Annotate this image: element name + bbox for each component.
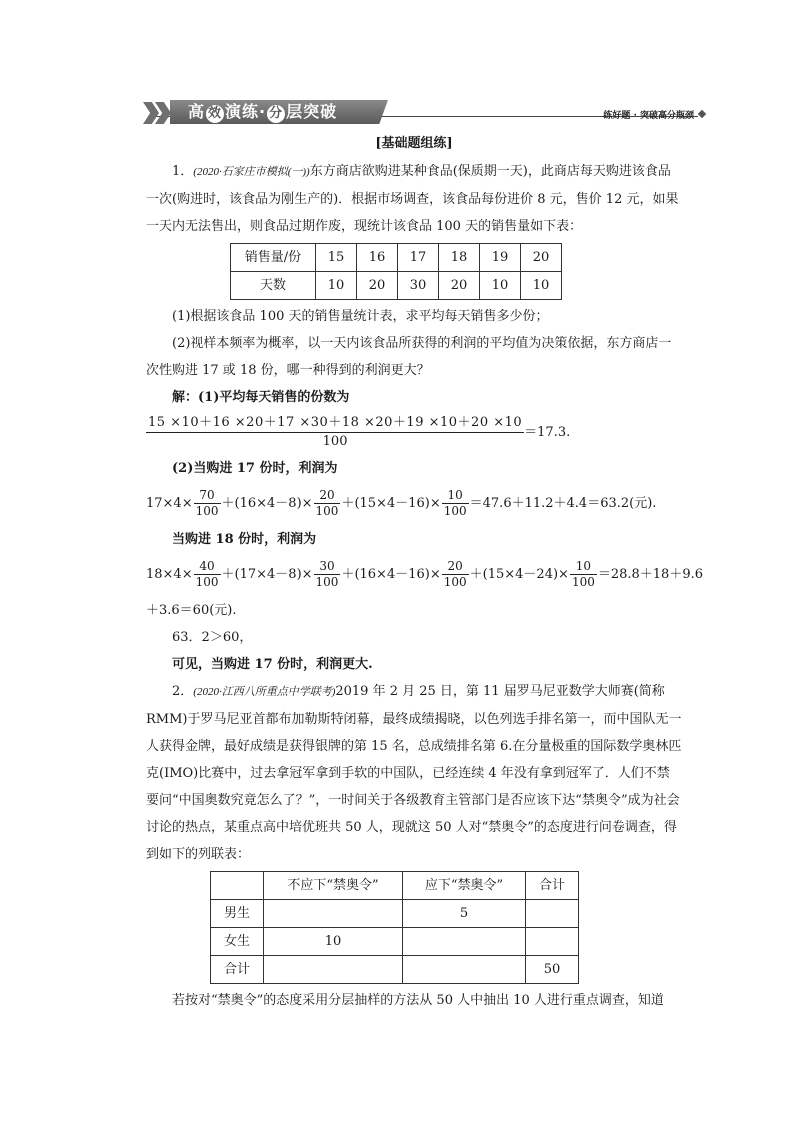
table-row: 女生 10	[211, 928, 579, 956]
average-formula: $\frac{15 \times 10+16 \times 20+17 \times 30+18 \times 20+19 \times 10+20 \times 10}{100}$ ＝17.3.	[148, 415, 571, 449]
q2-source: (2020·江西八所重点中学联考)	[193, 686, 336, 698]
sales-table	[230, 243, 562, 300]
profit-17-formula: 17×4× $\frac{70}{100}$ ＋(16×4－8)× $\frac{20}{100}$ ＋(15×4－16)× $\frac{10}{100}$ ＝47.6＋11.2＋4.4＝63.2(元).	[146, 488, 657, 518]
table-row: 男生 5	[211, 900, 579, 928]
profit-18-formula: 18×4× $\frac{40}{100}$ ＋(17×4－8)× $\frac{30}{100}$ ＋(16×4－16)× $\frac{20}{100}$ ＋(15×4－24)× $\frac{10}{100}$ ＝28.8＋18＋9.6	[146, 559, 704, 589]
conclusion-line: 可见，当购进 17 份时，利润更大.	[172, 657, 373, 672]
chevron-icon	[143, 102, 159, 124]
q2-continuation: 若按对“禁奥令”的态度采用分层抽样的方法从 50 人中抽出 10 人进行重点调查，知道	[172, 993, 664, 1008]
q1-stem: 1．(2020·石家庄市模拟(一))东方商店欲购进某种食品(保质期一天)，此商店每天购进该食品一次(购进时，该食品为刚生产的)．根据市场调查，该食品每份进价 8 元，售价 12 元，如果一天内无法售出，则食品过期作废，现统计该食品 100 天的销售量如下表：	[146, 164, 679, 234]
contingency-table	[210, 871, 579, 984]
document-body	[146, 130, 704, 1014]
diamond-icon	[698, 110, 706, 118]
q1-source: (2020·石家庄市模拟(一))	[193, 166, 310, 178]
banner-title: 高 效 演练· 分 层突破	[188, 102, 338, 121]
table-row: 不应下“禁奥令” 应下“禁奥令” 合计	[211, 872, 579, 900]
solution-line: (2)当购进 17 份时，利润为	[172, 461, 338, 476]
table-row: 合计 50	[211, 956, 579, 984]
page-header	[0, 0, 794, 130]
section-title: [基础题组练]	[375, 136, 453, 151]
header-slogan: 练好题 · 突破高分瓶颈	[603, 111, 694, 121]
comparison-line: 63．2＞60，	[172, 630, 253, 645]
table-row: 销售量/份 15 16 17 18 19 20	[231, 244, 562, 272]
table-row: 天数 10 20 30 20 10 10	[231, 272, 562, 300]
solution-line: 解：(1)平均每天销售的份数为	[172, 390, 350, 405]
solution-line: 当购进 18 份时，利润为	[172, 532, 317, 547]
formula-continuation: ＋3.6＝60(元).	[146, 603, 237, 618]
q1-sub1: (1)根据该食品 100 天的销售量统计表，求平均每天销售多少份；	[172, 309, 549, 324]
q1-sub2: (2)视样本频率为概率，以一天内该食品所获得的利润的平均值为决策依据，东方商店一次性购进 17 或 18 份，哪一种得到的利润更大？	[146, 336, 672, 378]
q2-stem: 2．(2020·江西八所重点中学联考)2019 年 2 月 25 日，第 11 届罗马尼亚数学大师赛(简称 RMM)于罗马尼亚首都布加勒斯特闭幕，最终成绩揭晓，以色列选手排名第一，而中国队无一人获得金牌，最好成绩是获得银牌的第 15 名，总成绩排名第 6.在分量极重的国际数学奥林匹克(IMO)比赛中，过去拿冠军拿到手软的中国队，已经连续 4 年没有拿到冠军了．人们不禁要问“中国奥数究竟怎么了？”，一时间关于各级教育主管部门是否应该下达“禁奥令”成为社会讨论的热点，某重点高中培优班共 50 人，现就这 50 人对“禁奥令”的态度进行问卷调查，得到如下的列联表：	[146, 684, 682, 862]
